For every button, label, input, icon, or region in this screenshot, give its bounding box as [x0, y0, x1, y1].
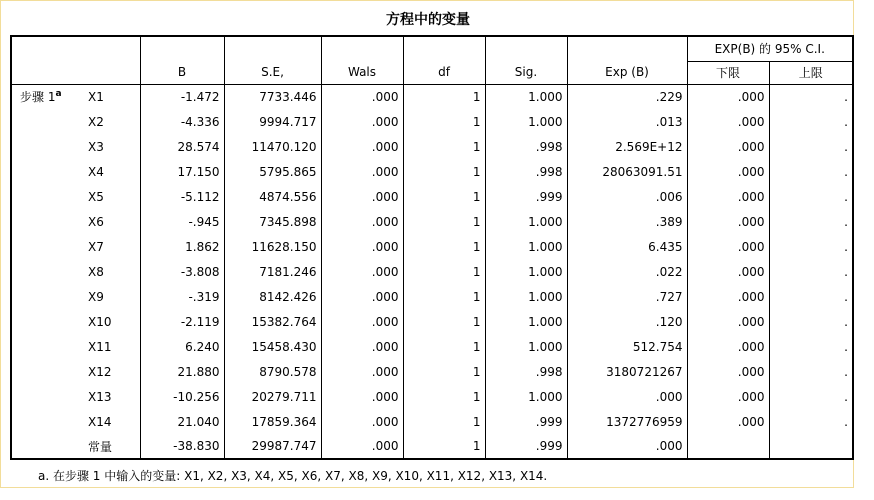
- cell-expb: 512.754: [567, 334, 687, 359]
- cell-sig: 1.000: [485, 84, 567, 109]
- cell-upper: .: [844, 139, 848, 154]
- cell-b: 21.040: [140, 409, 224, 434]
- cell-wals: .000: [321, 409, 403, 434]
- variable-name: X3: [84, 134, 140, 159]
- cell-wals: .000: [321, 334, 403, 359]
- cell-wals: .000: [321, 234, 403, 259]
- step-cell-empty: [11, 234, 84, 259]
- cell-se: 5795.865: [224, 159, 321, 184]
- cell-sig: 1.000: [485, 234, 567, 259]
- table-row: [11, 434, 853, 459]
- cell-expb: 28063091.51: [567, 159, 687, 184]
- table-row: [11, 284, 853, 309]
- cell-wals: .000: [321, 84, 403, 109]
- step-cell-empty: [11, 259, 84, 284]
- cell-sig: 1.000: [485, 209, 567, 234]
- cell-wals: .000: [321, 159, 403, 184]
- cell-expb: .013: [567, 109, 687, 134]
- step-label-cell: [11, 84, 84, 109]
- cell-wals: .000: [321, 209, 403, 234]
- cell-upper: [769, 434, 853, 459]
- step-cell-empty: [11, 384, 84, 409]
- header-expb: Exp (B): [567, 61, 687, 84]
- cell-df: 1: [403, 284, 485, 309]
- cell-b: -1.472: [140, 84, 224, 109]
- cell-se: 4874.556: [224, 184, 321, 209]
- cell-b: -.319: [140, 284, 224, 309]
- table-row: [11, 159, 853, 184]
- cell-b: -5.112: [140, 184, 224, 209]
- cell-expb: 2.569E+12: [567, 134, 687, 159]
- cell-sig: 1.000: [485, 109, 567, 134]
- cell-b: -38.830: [140, 434, 224, 459]
- cell-se: 11628.150: [224, 234, 321, 259]
- cell-expb: 3180721267: [567, 359, 687, 384]
- cell-lower: .000: [687, 359, 769, 384]
- cell-lower: .000: [687, 259, 769, 284]
- cell-b: 1.862: [140, 234, 224, 259]
- cell-se: 29987.747: [224, 434, 321, 459]
- cell-upper: .: [844, 314, 848, 329]
- cell-sig: .998: [485, 159, 567, 184]
- header-blank: [11, 36, 140, 61]
- table-row: [11, 409, 853, 434]
- cell-sig: .998: [485, 134, 567, 159]
- cell-wals: .000: [321, 309, 403, 334]
- cell-sig: .999: [485, 434, 567, 459]
- step-cell-empty: [11, 209, 84, 234]
- variable-name: X6: [84, 209, 140, 234]
- header-wals: Wals: [321, 61, 403, 84]
- cell-sig: .999: [485, 409, 567, 434]
- variable-name: X9: [84, 284, 140, 309]
- cell-sig: 1.000: [485, 259, 567, 284]
- header-df: df: [403, 61, 485, 84]
- cell-upper: .: [844, 264, 848, 279]
- cell-df: 1: [403, 134, 485, 159]
- cell-wals: .000: [321, 109, 403, 134]
- cell-df: 1: [403, 84, 485, 109]
- cell-lower: .000: [687, 284, 769, 309]
- table-row: [11, 84, 853, 109]
- table-row: [11, 359, 853, 384]
- cell-se: 8790.578: [224, 359, 321, 384]
- cell-b: -4.336: [140, 109, 224, 134]
- cell-lower: .000: [687, 309, 769, 334]
- ci-group-header: EXP(B) 的 95% C.I.: [687, 36, 853, 61]
- table-row: [11, 184, 853, 209]
- cell-expb: .120: [567, 309, 687, 334]
- cell-wals: .000: [321, 359, 403, 384]
- table-row: [11, 234, 853, 259]
- cell-se: 9994.717: [224, 109, 321, 134]
- cell-upper: .: [844, 164, 848, 179]
- cell-df: 1: [403, 259, 485, 284]
- cell-se: 7345.898: [224, 209, 321, 234]
- cell-b: -10.256: [140, 384, 224, 409]
- cell-expb: .727: [567, 284, 687, 309]
- cell-upper: .: [844, 89, 848, 104]
- cell-df: 1: [403, 334, 485, 359]
- cell-expb: .000: [567, 434, 687, 459]
- cell-sig: 1.000: [485, 384, 567, 409]
- cell-df: 1: [403, 159, 485, 184]
- cell-se: 15458.430: [224, 334, 321, 359]
- cell-lower: .000: [687, 109, 769, 134]
- cell-lower: .000: [687, 134, 769, 159]
- cell-lower: .000: [687, 209, 769, 234]
- cell-expb: .389: [567, 209, 687, 234]
- cell-lower: .000: [687, 159, 769, 184]
- cell-df: 1: [403, 209, 485, 234]
- header-se: S.E,: [224, 61, 321, 84]
- variable-name: X10: [84, 309, 140, 334]
- cell-expb: .006: [567, 184, 687, 209]
- variable-name: X2: [84, 109, 140, 134]
- variable-name: X7: [84, 234, 140, 259]
- cell-se: 7181.246: [224, 259, 321, 284]
- step-cell-empty: [11, 184, 84, 209]
- header-lower: 下限: [687, 61, 769, 84]
- cell-wals: .000: [321, 384, 403, 409]
- cell-expb: .022: [567, 259, 687, 284]
- step-cell-empty: [11, 284, 84, 309]
- table-row: [11, 259, 853, 284]
- cell-expb: 6.435: [567, 234, 687, 259]
- cell-lower: .000: [687, 334, 769, 359]
- cell-b: 17.150: [140, 159, 224, 184]
- cell-wals: .000: [321, 259, 403, 284]
- cell-df: 1: [403, 109, 485, 134]
- cell-lower: .000: [687, 84, 769, 109]
- cell-se: 17859.364: [224, 409, 321, 434]
- cell-sig: 1.000: [485, 284, 567, 309]
- cell-df: 1: [403, 359, 485, 384]
- step-label: 步骤 1: [20, 90, 56, 105]
- cell-lower: .000: [687, 409, 769, 434]
- step-cell-empty: [11, 334, 84, 359]
- table-row: [11, 334, 853, 359]
- variable-name: X14: [84, 409, 140, 434]
- header-upper: 上限: [769, 61, 853, 84]
- step-superscript: a: [55, 89, 62, 100]
- cell-df: 1: [403, 184, 485, 209]
- cell-sig: 1.000: [485, 334, 567, 359]
- cell-upper: .: [844, 414, 848, 429]
- cell-se: 11470.120: [224, 134, 321, 159]
- cell-df: 1: [403, 384, 485, 409]
- step-cell-empty: [11, 309, 84, 334]
- table-row: [11, 384, 853, 409]
- cell-se: 15382.764: [224, 309, 321, 334]
- cell-upper: .: [844, 189, 848, 204]
- cell-upper: .: [844, 289, 848, 304]
- step-cell-empty: [11, 109, 84, 134]
- step-cell-empty: [11, 134, 84, 159]
- table-row: [11, 309, 853, 334]
- cell-wals: .000: [321, 184, 403, 209]
- cell-expb: .229: [567, 84, 687, 109]
- table-footnote: a. 在步骤 1 中输入的变量: X1, X2, X3, X4, X5, X6, X7, X8, X9, X10, X11, X12, X13, X14.: [38, 469, 548, 483]
- step-cell-empty: [11, 434, 84, 459]
- variables-in-equation-table: [10, 35, 854, 460]
- step-cell-empty: [11, 409, 84, 434]
- cell-b: -.945: [140, 209, 224, 234]
- cell-lower: [687, 434, 769, 459]
- cell-expb: .000: [567, 384, 687, 409]
- cell-lower: .000: [687, 184, 769, 209]
- cell-sig: .999: [485, 184, 567, 209]
- cell-lower: .000: [687, 384, 769, 409]
- variable-name: 常量: [84, 434, 140, 459]
- cell-upper: .: [844, 389, 848, 404]
- variable-name: X13: [84, 384, 140, 409]
- cell-se: 8142.426: [224, 284, 321, 309]
- step-cell-empty: [11, 159, 84, 184]
- cell-b: 21.880: [140, 359, 224, 384]
- cell-lower: .000: [687, 234, 769, 259]
- cell-upper: .: [844, 214, 848, 229]
- cell-b: 6.240: [140, 334, 224, 359]
- variable-name: X1: [84, 84, 140, 109]
- table-row: [11, 134, 853, 159]
- cell-upper: .: [844, 114, 848, 129]
- cell-df: 1: [403, 409, 485, 434]
- variable-name: X5: [84, 184, 140, 209]
- table-title: 方程中的变量: [386, 12, 470, 28]
- cell-expb: 1372776959: [567, 409, 687, 434]
- cell-sig: .998: [485, 359, 567, 384]
- cell-wals: .000: [321, 134, 403, 159]
- variable-name: X4: [84, 159, 140, 184]
- cell-upper: .: [844, 339, 848, 354]
- header-sig: Sig.: [485, 61, 567, 84]
- step-cell-empty: [11, 359, 84, 384]
- cell-upper: .: [844, 239, 848, 254]
- cell-wals: .000: [321, 284, 403, 309]
- cell-se: 7733.446: [224, 84, 321, 109]
- cell-sig: 1.000: [485, 309, 567, 334]
- header-b: B: [140, 61, 224, 84]
- cell-b: 28.574: [140, 134, 224, 159]
- cell-b: -2.119: [140, 309, 224, 334]
- variable-name: X8: [84, 259, 140, 284]
- cell-df: 1: [403, 309, 485, 334]
- variable-name: X12: [84, 359, 140, 384]
- cell-se: 20279.711: [224, 384, 321, 409]
- cell-wals: .000: [321, 434, 403, 459]
- cell-b: -3.808: [140, 259, 224, 284]
- cell-upper: .: [844, 364, 848, 379]
- cell-df: 1: [403, 434, 485, 459]
- table-row: [11, 209, 853, 234]
- table-row: [11, 109, 853, 134]
- variable-name: X11: [84, 334, 140, 359]
- cell-df: 1: [403, 234, 485, 259]
